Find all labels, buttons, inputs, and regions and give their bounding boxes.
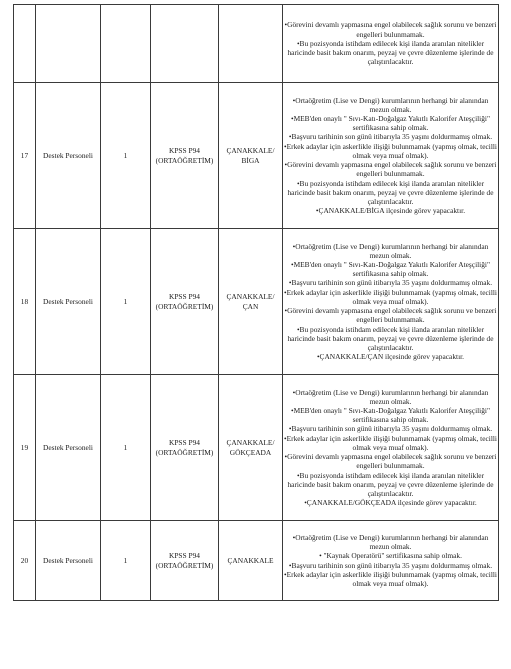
work-location (219, 5, 283, 83)
requirements-cell (283, 229, 499, 375)
requirement-item: •Erkek adaylar için askerlikle ilişiği bulunmamak (yapmış olmak, tecilli olmak veya muaf olmak). (284, 287, 497, 306)
requirement-item: •Bu pozisyonda istihdam edilecek kişi ilanda aranılan nitelikler haricinde basit bakım onarım, peyzaj ve çevre düzenleme işlerinde de çalıştırılacaktır. (287, 178, 494, 206)
table-row (14, 229, 499, 375)
requirement-item: •Ortaöğretim (Lise ve Dengi) kurumlarının herhangi bir alanından mezun olmak. (292, 241, 489, 260)
row-number: 18 (14, 229, 36, 375)
requirement-item: •MEB'den onaylı " Sıvı-Katı-Doğalgaz Yakıtlı Kalorifer Ateşçiliği" sertifikasına sahip olmak. (291, 114, 490, 133)
requirement-item: •Başvuru tarihinin son günü itibarıyla 35 yaşını doldurmamış olmak. (288, 560, 493, 570)
requirement-item: •Bu pozisyonda istihdam edilecek kişi ilanda aranılan nitelikler haricinde basit bakım onarım, peyzaj ve çevre düzenleme işlerinde de çalıştırılacaktır. (287, 324, 494, 352)
position-title: Destek Personeli (36, 83, 101, 229)
requirements-cell (283, 375, 499, 521)
requirement-item: •Bu pozisyonda istihdam edilecek kişi ilanda aranılan nitelikler haricinde basit bakım onarım, peyzaj ve çevre düzenleme işlerinde de çalıştırılacaktır. (287, 38, 494, 67)
work-location: ÇANAKKALE/ GÖKÇEADA (219, 375, 283, 521)
table-row (14, 375, 499, 521)
kpss-score-type: KPSS P94 (ORTAÖĞRETİM) (151, 375, 219, 521)
position-count: 1 (101, 229, 151, 375)
table-row (14, 5, 499, 83)
requirement-item: •ÇANAKKALE/GÖKÇEADA ilçesinde görev yapacaktır. (304, 498, 477, 508)
requirement-item: •Erkek adaylar için askerlikle ilişiği bulunmamak (yapmış olmak, tecilli olmak veya muaf olmak). (284, 569, 497, 588)
requirements-cell (283, 5, 499, 83)
requirements-cell (283, 83, 499, 229)
requirement-item: •MEB'den onaylı " Sıvı-Katı-Doğalgaz Yakıtlı Kalorifer Ateşçiliği" sertifikasına sahip olmak. (291, 406, 490, 425)
requirement-item: •Görevini devamlı yapmasına engel olabilecek sağlık sorunu ve benzeri engelleri bulunmamak. (284, 160, 497, 179)
position-title: Destek Personeli (36, 521, 101, 601)
position-count: 1 (101, 83, 151, 229)
position-count: 1 (101, 375, 151, 521)
requirement-item: •Görevini devamlı yapmasına engel olabilecek sağlık sorunu ve benzeri engelleri bulunmamak. (284, 306, 497, 325)
row-number (14, 5, 36, 83)
requirement-item: •Başvuru tarihinin son günü itibarıyla 35 yaşını doldurmamış olmak. (288, 278, 493, 288)
requirement-item: •Görevini devamlı yapmasına engel olabilecek sağlık sorunu ve benzeri engelleri bulunmamak. (284, 20, 497, 39)
requirement-item: •Ortaöğretim (Lise ve Dengi) kurumlarının herhangi bir alanından mezun olmak. (292, 387, 489, 406)
kpss-score-type: KPSS P94 (ORTAÖĞRETİM) (151, 521, 219, 601)
position-title: Destek Personeli (36, 375, 101, 521)
requirement-item: •Görevini devamlı yapmasına engel olabilecek sağlık sorunu ve benzeri engelleri bulunmamak. (284, 452, 497, 471)
row-number: 17 (14, 83, 36, 229)
kpss-score-type (151, 5, 219, 83)
position-title: Destek Personeli (36, 229, 101, 375)
kpss-score-type: KPSS P94 (ORTAÖĞRETİM) (151, 229, 219, 375)
table-row (14, 83, 499, 229)
requirement-item: •Bu pozisyonda istihdam edilecek kişi ilanda aranılan nitelikler haricinde basit bakım onarım, peyzaj ve çevre düzenleme işlerinde de çalıştırılacaktır. (287, 470, 494, 498)
positions-table (13, 4, 499, 601)
work-location: ÇANAKKALE/ BİGA (219, 83, 283, 229)
requirements-cell (283, 521, 499, 601)
requirement-item: •ÇANAKKALE/ÇAN ilçesinde görev yapacaktır. (316, 352, 465, 362)
kpss-score-type: KPSS P94 (ORTAÖĞRETİM) (151, 83, 219, 229)
position-title (36, 5, 101, 83)
row-number: 20 (14, 521, 36, 601)
requirement-item: •ÇANAKKALE/BİGA ilçesinde görev yapacaktır. (315, 206, 466, 216)
row-number: 19 (14, 375, 36, 521)
requirement-item: •Ortaöğretim (Lise ve Dengi) kurumlarının herhangi bir alanından mezun olmak. (292, 95, 489, 114)
requirement-item: •Başvuru tarihinin son günü itibarıyla 35 yaşını doldurmamış olmak. (288, 424, 493, 434)
work-location: ÇANAKKALE/ ÇAN (219, 229, 283, 375)
requirement-item: •Başvuru tarihinin son günü itibarıyla 35 yaşını doldurmamış olmak. (288, 132, 493, 142)
requirement-item: •MEB'den onaylı " Sıvı-Katı-Doğalgaz Yakıtlı Kalorifer Ateşçiliği" sertifikasına sahip olmak. (291, 260, 490, 279)
requirement-item: • "Kaynak Operatörü" sertifikasına sahip olmak. (319, 551, 462, 561)
position-count: 1 (101, 521, 151, 601)
table-row (14, 521, 499, 601)
work-location: ÇANAKKALE (219, 521, 283, 601)
position-count (101, 5, 151, 83)
requirement-item: •Erkek adaylar için askerlikle ilişiği bulunmamak (yapmış olmak, tecilli olmak veya muaf olmak). (284, 141, 497, 160)
requirement-item: •Erkek adaylar için askerlikle ilişiği bulunmamak (yapmış olmak, tecilli olmak veya muaf olmak). (284, 433, 497, 452)
requirement-item: •Ortaöğretim (Lise ve Dengi) kurumlarının herhangi bir alanından mezun olmak. (292, 532, 489, 552)
